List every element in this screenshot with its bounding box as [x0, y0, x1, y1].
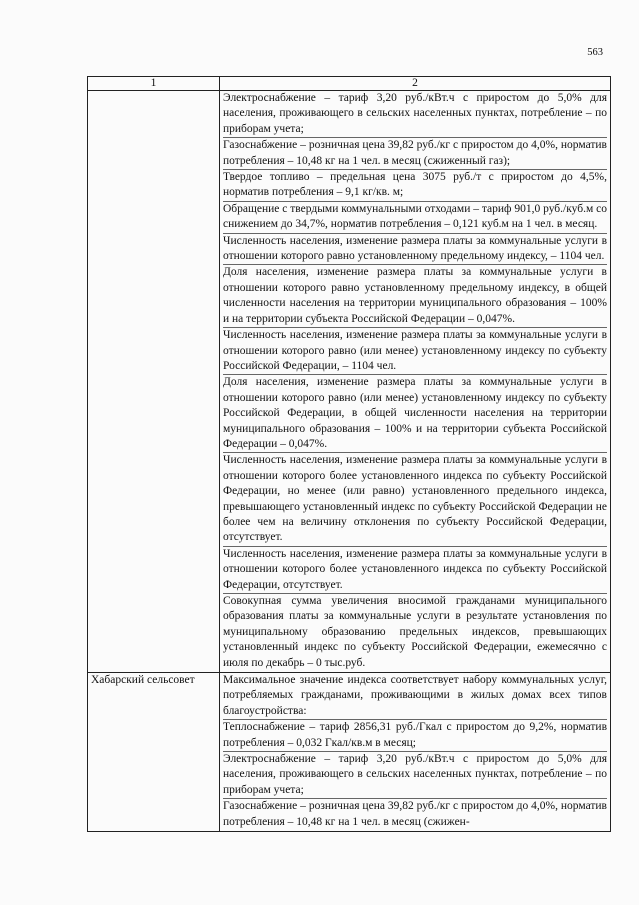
paragraph: Доля населения, изменение размера платы за коммунальные услуги в отношении которого равно (или менее) установленному индексу по субъекту Российской Федерации, в общей численности населения на территории муниципального образования – 100% и на территории субъекта Российской Федерации – 0,047%.: [223, 374, 607, 452]
region-cell: [88, 91, 220, 673]
paragraph: Численность населения, изменение размера платы за коммунальные услуги в отношении которого более установленного индекса по субъекту Российской Федерации, отсутствует.: [223, 546, 607, 593]
header-cell-2: 2: [220, 77, 611, 91]
description-cell: [220, 673, 611, 832]
paragraph: Обращение с твердыми коммунальными отходами – тариф 901,0 руб./куб.м со снижением до 34,7%, норматив потребления – 0,121 куб.м на 1 чел. в месяц.: [223, 201, 607, 233]
paragraph: Численность населения, изменение размера платы за коммунальные услуги в отношении которого равно (или менее) установленному индексу по субъекту Российской Федерации, – 1104 чел.: [223, 327, 607, 374]
page-number: 563: [587, 47, 603, 58]
paragraph: Доля населения, изменение размера платы за коммунальные услуги в отношении которого равно установленному предельному индексу, в общей численности населения на территории муниципального образования – 100% и на территории субъекта Российской Федерации – 0,047%.: [223, 264, 607, 327]
paragraph: Теплоснабжение – тариф 2856,31 руб./Гкал с приростом до 9,2%, норматив потребления – 0,032 Гкал/кв.м в месяц;: [223, 719, 607, 751]
paragraph: Газоснабжение – розничная цена 39,82 руб./кг с приростом до 4,0%, норматив потребления – 10,48 кг на 1 чел. в месяц (сжижен-: [223, 798, 607, 830]
table-row: [88, 91, 611, 673]
paragraph: Совокупная сумма увеличения вносимой гражданами муниципального образования платы за коммунальные услуги в результате установления по муниципальному образованию предельных индексов, превышающих установленный индекс по субъекту Российской Федерации, ежемесячно с июля по декабрь – 0 тыс.руб.: [223, 593, 607, 671]
paragraph: Электроснабжение – тариф 3,20 руб./кВт.ч с приростом до 5,0% для населения, проживающего в сельских населенных пунктах, потребление – по приборам учета;: [223, 751, 607, 798]
paragraph: Электроснабжение – тариф 3,20 руб./кВт.ч с приростом до 5,0% для населения, проживающего в сельских населенных пунктах, потребление – по приборам учета;: [223, 92, 607, 135]
content-table: [87, 76, 611, 832]
table-row: [88, 673, 611, 832]
paragraph: Газоснабжение – розничная цена 39,82 руб./кг с приростом до 4,0%, норматив потребления – 10,48 кг на 1 чел. в месяц (сжиженный газ);: [223, 137, 607, 169]
header-cell-1: 1: [88, 77, 220, 91]
paragraph: Твердое топливо – предельная цена 3075 руб./т с приростом до 4,5%, норматив потребления – 9,1 кг/кв. м;: [223, 169, 607, 201]
paragraph: Максимальное значение индекса соответствует набору коммунальных услуг, потребляемых гражданами, проживающими в жилых домах всех типов благоустройства:: [223, 674, 607, 717]
region-cell: [88, 673, 220, 832]
description-cell: [220, 91, 611, 673]
region-name: Хабарский сельсовет: [91, 674, 195, 687]
paragraph: Численность населения, изменение размера платы за коммунальные услуги в отношении которого равно установленному предельному индексу, – 1104 чел.: [223, 233, 607, 265]
table-header-row: [88, 77, 611, 91]
paragraph: Численность населения, изменение размера платы за коммунальные услуги в отношении которого более установленного индекса по субъекту Российской Федерации, но менее (или равно) установленного предельного индекса, превышающего установленный индекс по субъекту Российской Федерации не более чем на величину отклонения по субъекту Российской Федерации, отсутствует.: [223, 452, 607, 545]
